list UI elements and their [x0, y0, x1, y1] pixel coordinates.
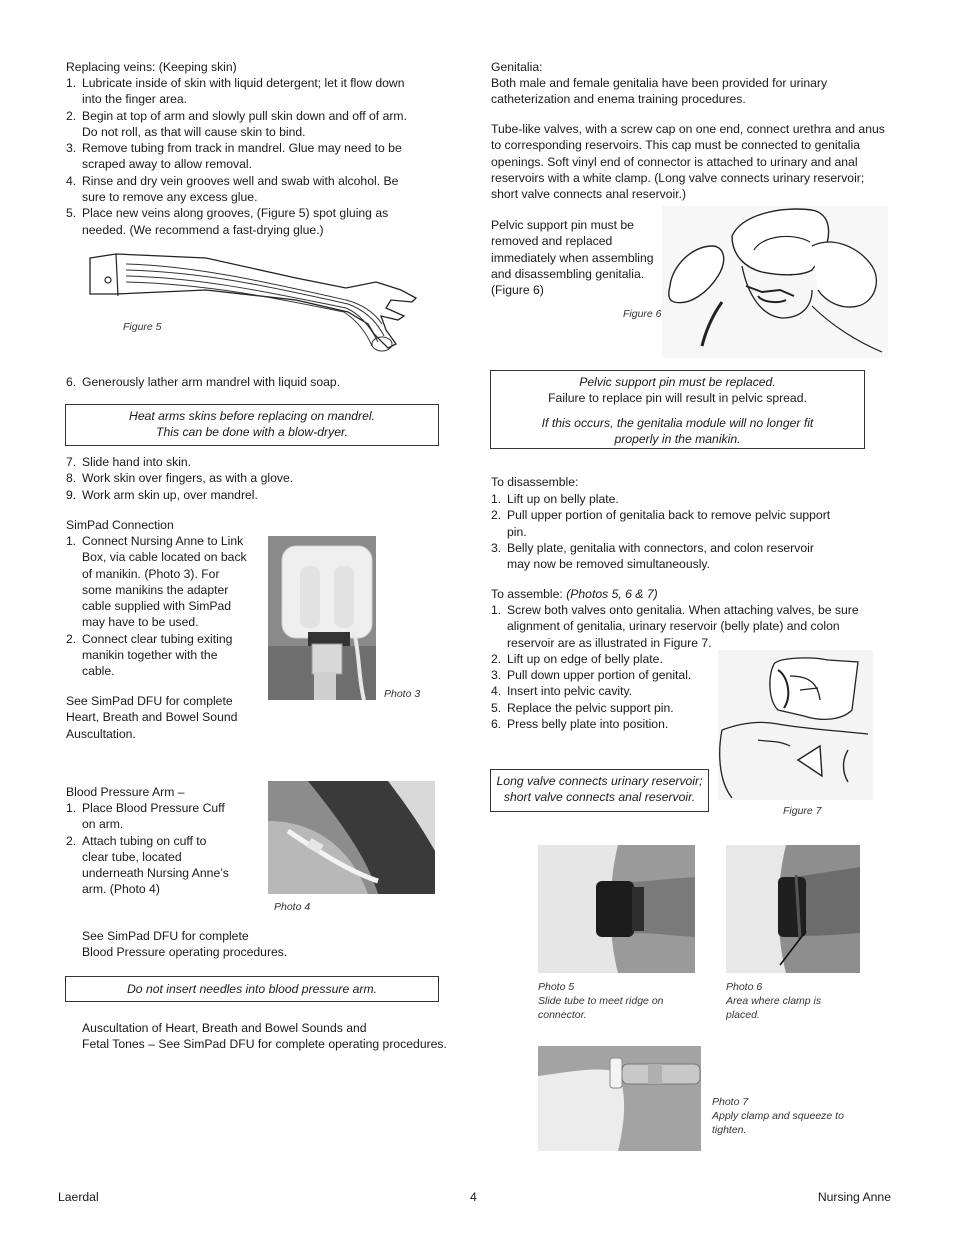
photo-6-caption: Photo 6 Area where clamp is placed. [726, 981, 822, 1021]
photo-4-bp-arm [268, 781, 435, 894]
veins-step-6: 6. Generously lather arm mandrel with liquid soap. [66, 375, 341, 389]
simpad-see-dfu: See SimPad DFU for complete Heart, Breath and Bowel Sound Auscultation. [66, 694, 238, 741]
list-item: 5. Replace the pelvic support pin. [491, 700, 674, 715]
pelvic-pin-text: Pelvic support pin must be removed and replaced immediately when assembling and disassembling genitalia. (Figure 6) [491, 218, 654, 298]
genitalia-para-1: Both male and female genitalia have been provided for urinary catheterization and enema training procedures. [491, 76, 828, 107]
figure-5-caption: Figure 5 [123, 321, 162, 333]
assemble-heading: To assemble: (Photos 5, 6 & 7) [491, 587, 658, 601]
list-item: 5. Place new veins along grooves, (Figure 5) spot gluing as needed. (We recommend a fast-drying glue.) [66, 206, 389, 237]
list-item: 9. Work arm skin up, over mandrel. [66, 487, 258, 502]
simpad-heading: SimPad Connection [66, 518, 174, 532]
list-item: 2. Pull upper portion of genitalia back to remove pelvic support pin. [491, 508, 831, 539]
list-item: 3. Pull down upper portion of genital. [491, 668, 692, 683]
genitalia-para-2: Tube-like valves, with a screw cap on one end, connect urethra and anus to corresponding reservoirs. This cap must be connected to genitalia openings. Soft vinyl end of connector is attached to urinary and anal reservoirs with a white clamp. (Long valve connects urinary reservoir; short valve connects anal reservoir.) [491, 122, 885, 202]
figure-7-drawing [718, 650, 873, 800]
photo-5-connector [538, 845, 695, 973]
list-item: 1. Place Blood Pressure Cuff on arm. [66, 801, 225, 832]
figure-7-caption: Figure 7 [783, 805, 822, 817]
list-item: 1. Lift up on belly plate. [491, 492, 619, 506]
list-item: 6. Press belly plate into position. [491, 717, 669, 732]
photo-7-caption: Photo 7 Apply clamp and squeeze to tighten. [712, 1096, 844, 1136]
pelvic-pin-warning: Pelvic support pin must be replaced. Failure to replace pin will result in pelvic spread. If this occurs, the genitalia module will no longer fit properly in the manikin. [490, 370, 865, 449]
heat-arms-note: Heat arms skins before replacing on mandrel. This can be done with a blow-dryer. [65, 404, 439, 446]
list-item: 2. Lift up on edge of belly plate. [491, 651, 663, 666]
figure-6-caption: Figure 6 [623, 308, 662, 320]
list-item: 1. Connect Nursing Anne to Link Box, via cable located on back of manikin. (Photo 3). For some manikins the adapter cable supplied with SimPad may have to be used. [66, 534, 247, 630]
photo-5-caption: Photo 5 Slide tube to meet ridge on connector. [538, 981, 664, 1021]
veins-steps [66, 75, 421, 238]
disassemble-steps [491, 491, 831, 572]
footer-product: Nursing Anne [817, 1190, 891, 1204]
photo-3-caption: Photo 3 [384, 688, 421, 700]
list-item: 3. Belly plate, genitalia with connectors, and colon reservoir may now be removed simultaneously. [491, 540, 814, 572]
list-item: 7. Slide hand into skin. [66, 455, 192, 469]
bp-needle-warning: Do not insert needles into blood pressure arm. [65, 976, 439, 1002]
valve-note: Long valve connects urinary reservoir; short valve connects anal reservoir. [490, 769, 709, 812]
simpad-steps [66, 533, 248, 680]
bp-see-dfu: See SimPad DFU for complete Blood Pressure operating procedures. [82, 929, 288, 960]
photo-3-linkbox [268, 536, 376, 700]
photo-7-clamp-squeeze [538, 1046, 701, 1151]
auscultation-note: Auscultation of Heart, Breath and Bowel Sounds and Fetal Tones – See SimPad DFU for complete operating procedures. [82, 1021, 447, 1052]
list-item: 2. Attach tubing on cuff to clear tube, located underneath Nursing Anne’s arm. (Photo 4) [66, 833, 229, 897]
veins-steps-after [66, 454, 421, 503]
page-number: 4 [470, 1190, 477, 1204]
list-item: 2. Connect clear tubing exiting manikin together with the cable. [66, 631, 233, 679]
list-item: 4. Insert into pelvic cavity. [491, 684, 633, 699]
list-item: 1. Lubricate inside of skin with liquid detergent; let it flow down into the finger area. [66, 76, 405, 107]
genitalia-heading: Genitalia: [491, 60, 543, 74]
list-item: 3. Remove tubing from track in mandrel. Glue may need to be scraped away to allow removal. [66, 141, 402, 172]
list-item: 4. Rinse and dry vein grooves well and swab with alcohol. Be sure to remove any excess glue. [66, 173, 399, 205]
photo-6-clamp-area [726, 845, 860, 973]
bp-steps [66, 800, 232, 898]
photo-4-caption: Photo 4 [274, 901, 311, 913]
figure-6-pelvis-drawing [662, 206, 888, 358]
list-item: 8. Work skin over fingers, as with a glove. [66, 471, 294, 486]
bp-heading: Blood Pressure Arm – [66, 785, 185, 799]
list-item: 2. Begin at top of arm and slowly pull skin down and off of arm. Do not roll, as that will cause skin to bind. [66, 108, 407, 139]
list-item: 1. Screw both valves onto genitalia. When attaching valves, be sure alignment of genitalia, urinary reservoir (belly plate) and colon reservoir are as illustrated in Figure 7. [491, 603, 859, 650]
veins-heading: Replacing veins: (Keeping skin) [66, 60, 237, 74]
figure-5-arm-drawing [86, 250, 424, 360]
footer-brand: Laerdal [58, 1190, 99, 1204]
disassemble-heading: To disassemble: [491, 475, 579, 489]
